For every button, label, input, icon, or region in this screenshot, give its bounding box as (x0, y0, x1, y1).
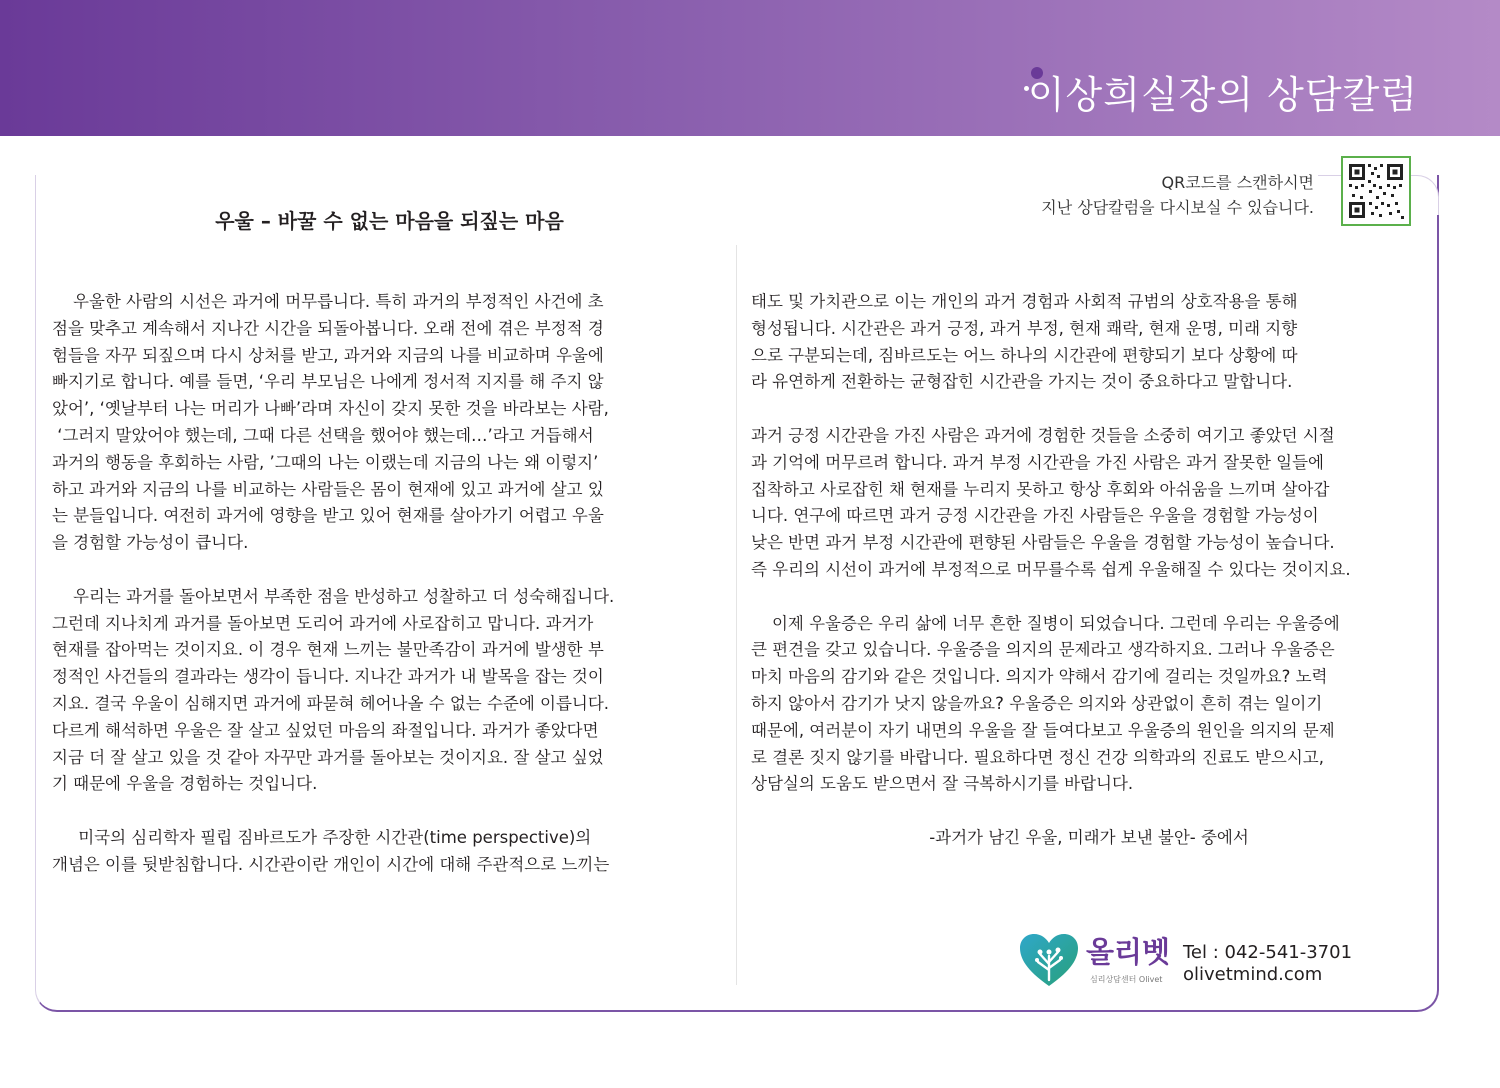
paragraph-gap (751, 584, 1427, 611)
qr-caption (1041, 170, 1314, 220)
phone-number: Tel : 042-541-3701 (1183, 942, 1353, 963)
text-line: 았어’, ‘옛날부터 나는 머리가 나빠’라며 자신이 갖지 못한 것을 바라보는 사람, (52, 399, 609, 419)
qr-caption-line2: 지난 상담칼럼을 다시보실 수 있습니다. (1041, 198, 1314, 217)
text-line: 을 경험할 가능성이 큽니다. (52, 533, 249, 553)
text-line: 태도 및 가치관으로 이는 개인의 과거 경험과 사회적 규범의 상호작용을 통해 (751, 292, 1298, 311)
text-line: 즉 우리의 시선이 과거에 부정적으로 머무를수록 쉽게 우울해질 수 있다는 것이지요. (751, 559, 1351, 579)
text-line: 는 분들입니다. 여전히 과거에 영향을 받고 있어 현재를 살아가기 어렵고 우울 (52, 506, 604, 526)
text-line: 개념은 이를 뒷받침합니다. 시간관이란 개인이 시간에 대해 주관적으로 느끼는 (52, 854, 610, 874)
text-line: 라 유연하게 전환하는 균형잡힌 시간관을 가지는 것이 중요하다고 말합니다. (751, 372, 1293, 392)
text-line: ‘그러지 말았어야 했는데, 그때 다른 선택을 했어야 했는데…’라고 거듭해서 (52, 425, 594, 445)
text-line: 이제 우울증은 우리 삶에 너무 흔한 질병이 되었습니다. 그런데 우리는 우울증에 (751, 613, 1340, 633)
text-line: 기 때문에 우울을 경험하는 것입니다. (52, 774, 318, 794)
text-line: 형성됩니다. 시간관은 과거 긍정, 과거 부정, 현재 쾌락, 현재 운명, 미래 지향 (751, 318, 1298, 338)
logo-name: 올리벳 (1086, 935, 1171, 969)
text-line: 험들을 자꾸 되짚으며 다시 상처를 받고, 과거와 지금의 나를 비교하며 우울에 (52, 345, 604, 365)
text-line: 상담실의 도움도 받으면서 잘 극복하시기를 바랍니다. (751, 774, 1134, 794)
text-line: 으로 구분되는데, 짐바르도는 어느 하나의 시간관에 편향되기 보다 상황에 따 (751, 345, 1298, 365)
text-line: 하고 과거와 지금의 나를 비교하는 사람들은 몸이 현재에 있고 과거에 살고 있 (52, 479, 604, 499)
text-line: 낮은 반면 과거 부정 시간관에 편향된 사람들은 우울을 경험할 가능성이 높습니다. (751, 533, 1335, 553)
text-line: 우리는 과거를 돌아보면서 부족한 점을 반성하고 성찰하고 더 성숙해집니다. (52, 586, 615, 606)
text-line: 우울한 사람의 시선은 과거에 머무릅니다. 특히 과거의 부정적인 사건에 초 (52, 292, 604, 311)
text-line: 니다. 연구에 따르면 과거 긍정 시간관을 가진 사람들은 우울을 경험할 가능성이 (751, 506, 1319, 526)
paragraph-gap (751, 396, 1427, 423)
text-line: 과거의 행동을 후회하는 사람, ’그때의 나는 이랬는데 지금의 나는 왜 이렇지’ (52, 452, 599, 472)
website-link[interactable]: olivetmind.com (1183, 964, 1323, 985)
text-line: 로 결론 짓지 않기를 바랍니다. 필요하다면 정신 건강 의학과의 진료도 받으시고, (751, 747, 1324, 767)
qr-caption-line1: QR코드를 스캔하시면 (1161, 173, 1314, 192)
text-line: 큰 편견을 갖고 있습니다. 우울증을 의지의 문제라고 생각하지요. 그러나 우울증은 (751, 640, 1335, 660)
text-line: 미국의 심리학자 필립 짐바르도가 주장한 시간관(time perspective)의 (52, 827, 592, 847)
paragraph-gap (52, 798, 728, 825)
text-line: 지요. 결국 우울이 심해지면 과거에 파묻혀 헤어나올 수 없는 수준에 이릅니다. (52, 693, 610, 713)
text-line: 다르게 해석하면 우울은 잘 살고 싶었던 마음의 좌절입니다. 과거가 좋았다면 (52, 720, 599, 740)
text-line: 과 기억에 머무르려 합니다. 과거 부정 시간관을 가진 사람은 과거 잘못한 일들에 (751, 452, 1324, 472)
header-banner (0, 0, 1500, 136)
paragraph-gap (751, 798, 1427, 825)
text-line: 하지 않아서 감기가 낫지 않을까요? 우울증은 의지와 상관없이 흔히 겪는 일이기 (751, 693, 1323, 713)
logo-subtitle: 심리상담센터 Olivet (1090, 975, 1163, 984)
article-left-column (52, 289, 728, 879)
text-line: 집착하고 사로잡힌 채 현재를 누리지 못하고 항상 후회와 아쉬움을 느끼며 살아갑 (751, 479, 1330, 499)
heart-tree-icon (1018, 932, 1080, 988)
contact-info (1183, 942, 1352, 986)
text-line: 빠지기로 합니다. 예를 들면, ‘우리 부모님은 나에게 정서적 지지를 해 주지 않 (52, 372, 604, 392)
text-line: 과거 긍정 시간관을 가진 사람은 과거에 경험한 것들을 소중히 여기고 좋았던 시절 (751, 425, 1335, 445)
text-line: 정적인 사건들의 결과라는 생각이 듭니다. 지나간 과거가 내 발목을 잡는 것이 (52, 667, 604, 687)
article-right-column (751, 289, 1427, 852)
article-title: 우울 – 바꿀 수 없는 마음을 되짚는 마음 (215, 209, 564, 233)
column-divider (736, 245, 737, 985)
text-line: 현재를 잡아먹는 것이지요. 이 경우 현재 느끼는 불만족감이 과거에 발생한 부 (52, 640, 604, 660)
text-line: 점을 맞추고 계속해서 지나간 시간을 되돌아봅니다. 오래 전에 겪은 부정적 경 (52, 318, 604, 338)
paragraph-gap (52, 557, 728, 584)
text-line: 마치 마음의 감기와 같은 것입니다. 의지가 약해서 감기에 걸리는 것일까요? 노력 (751, 667, 1328, 687)
text-line: 그런데 지나치게 과거를 돌아보면 도리어 과거에 사로잡히고 맙니다. 과거가 (52, 613, 594, 633)
source-note: -과거가 남긴 우울, 미래가 보낸 불안- 중에서 (929, 827, 1249, 847)
text-line: 지금 더 잘 살고 있을 것 같아 자꾸만 과거를 돌아보는 것이지요. 잘 살고 싶었 (52, 747, 604, 767)
column-series-title: 이상희실장의 상담칼럼 (1027, 73, 1418, 117)
qr-code-icon[interactable] (1341, 156, 1411, 226)
text-line: 때문에, 여러분이 자기 내면의 우울을 잘 들여다보고 우울증의 원인을 의지의 문제 (751, 720, 1335, 740)
